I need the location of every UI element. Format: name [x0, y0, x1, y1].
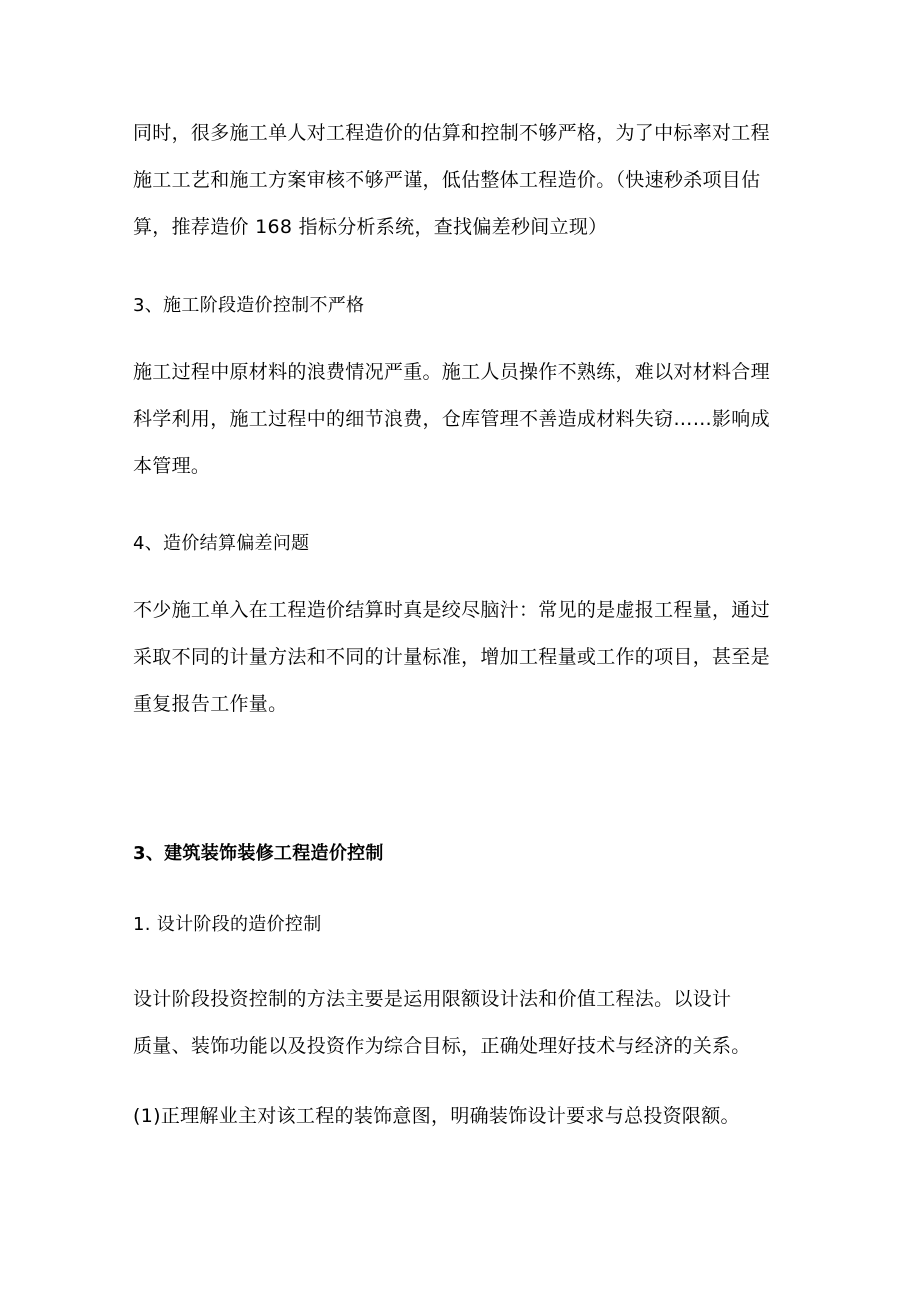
text-line: 采取不同的计量方法和不同的计量标准，增加工程量或工作的项目，甚至是	[133, 646, 770, 668]
subheading-design-stage	[133, 910, 813, 940]
heading-construction-stage	[133, 291, 813, 321]
paragraph-design-control	[133, 976, 813, 1070]
section-heading-decoration-cost	[133, 839, 813, 869]
text-line: 施工工艺和施工方案审核不够严谨，低估整体工程造价。（快速秒杀项目估	[133, 169, 761, 191]
subheading-text: 1. 设计阶段的造价控制	[133, 914, 322, 935]
heading-text: 3、施工阶段造价控制不严格	[133, 295, 365, 316]
list-item-1	[133, 1093, 813, 1140]
paragraph-cost-estimation	[133, 110, 813, 251]
list-item-text: (1)正理解业主对该工程的装饰意图，明确装饰设计要求与总投资限额。	[133, 1105, 740, 1127]
paragraph-material-waste	[133, 349, 813, 490]
text-line: 设计阶段投资控制的方法主要是运用限额设计法和价值工程法。以设计	[133, 988, 732, 1010]
section-heading-text: 3、建筑装饰装修工程造价控制	[133, 843, 384, 864]
paragraph-settlement	[133, 587, 813, 728]
text-line: 本管理。	[133, 455, 211, 477]
text-line: 不少施工单入在工程造价结算时真是绞尽脑汁：常见的是虚报工程量，通过	[133, 599, 770, 621]
heading-settlement-deviation	[133, 529, 813, 559]
heading-text: 4、造价结算偏差问题	[133, 533, 310, 554]
text-line: 施工过程中原材料的浪费情况严重。施工人员操作不熟练，难以对材料合理	[133, 361, 770, 383]
text-line: 科学利用，施工过程中的细节浪费，仓库管理不善造成材料失窃……影响成	[133, 408, 770, 430]
text-line: 算，推荐造价 168 指标分析系统，查找偏差秒间立现）	[133, 216, 608, 238]
text-line: 质量、装饰功能以及投资作为综合目标，正确处理好技术与经济的关系。	[133, 1035, 751, 1057]
text-line: 同时，很多施工单人对工程造价的估算和控制不够严格，为了中标率对工程	[133, 122, 770, 144]
text-line: 重复报告工作量。	[133, 693, 288, 715]
